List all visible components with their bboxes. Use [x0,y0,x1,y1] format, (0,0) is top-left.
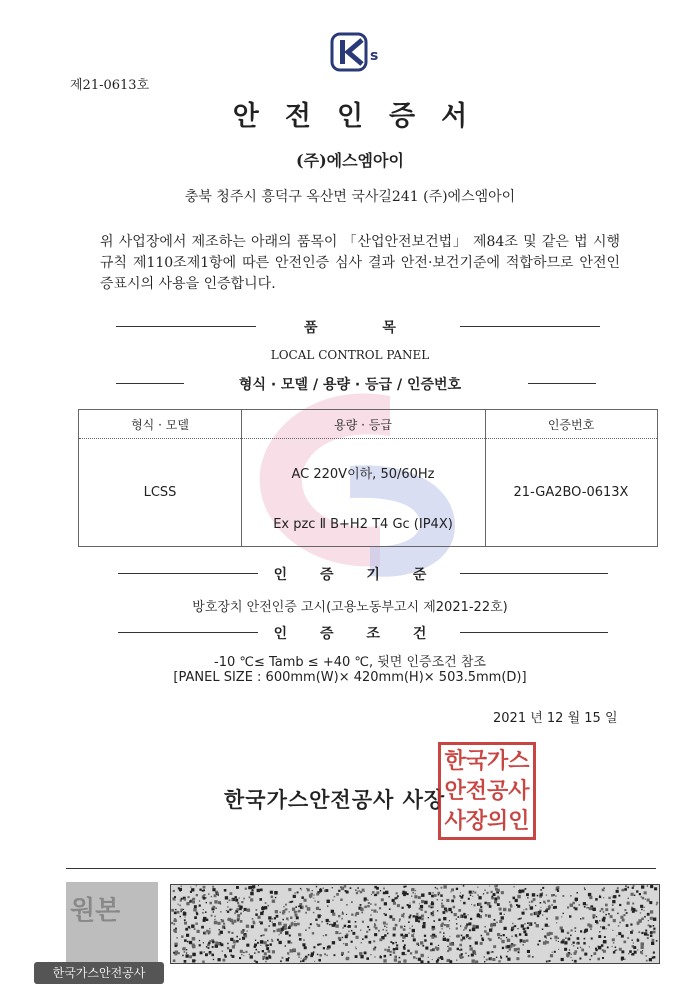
section-item-label: 품 목 [304,320,426,336]
table-header-model: 형식 · 모델 [131,418,189,432]
condition-line-2: [PANEL SIZE : 600mm(W)× 420mm(H)× 503.5mm(D)] [173,670,527,685]
certification-table [78,409,658,547]
logo-suffix: s [370,48,379,64]
section-standard-heading [0,563,700,583]
table-header-capacity: 용량 · 등급 [334,418,392,432]
issue-date: 2021 년 12 월 15 일 [493,711,618,726]
certification-statement: 위 사업장에서 제조하는 아래의 품목이 「산업안전보건법」 제84조 및 같은 법 시행규칙 제110조제1항에 따른 안전인증 심사 결과 안전·보건기준에 적합하므로 안전인증표시의 사용을 인증합니다. [100,234,620,292]
issuer-name: 한국가스안전공사 사장 [224,788,446,812]
page-title: 안전인증서 [232,101,494,132]
section-model-heading [0,373,700,393]
certificate-number: 제21-0613호 [70,78,150,93]
company-name: (주)에스엠아이 [296,151,404,170]
table-cell-cert-number: 21-GA2BO-0613X [513,485,629,500]
section-item-heading [0,316,700,336]
product-name: LOCAL CONTROL PANEL [270,348,430,362]
section-standard-label: 인 증 기 준 [273,567,441,583]
footer-divider [66,868,656,869]
security-pattern [170,884,660,964]
section-model-label: 형식 · 모델 / 용량 · 등급 / 인증번호 [238,377,462,393]
official-seal [438,742,536,840]
table-header-cert-number: 인증번호 [547,418,595,432]
certification-standard: 방호장치 안전인증 고시(고용노동부고시 제2021-22호) [192,600,508,615]
table-cell-model: LCSS [143,485,177,500]
kcs-logo [330,32,386,72]
company-address: 충북 청주시 흥덕구 옥산면 국사길241 (주)에스엠아이 [184,189,516,205]
condition-line-1: -10 ℃≤ Tamb ≤ +40 ℃, 뒷면 인증조건 참조 [214,655,486,670]
issuer-badge: 한국가스안전공사 [34,962,164,984]
seal-line-1: 한국가스 [444,749,530,774]
original-mark: 원본 [70,896,121,926]
table-cell-capacity-2: Ex pzc Ⅱ B+H2 T4 Gc (IP4X) [273,517,453,532]
section-condition-heading [0,622,700,642]
seal-line-2: 안전공사 [444,779,530,804]
table-cell-capacity-1: AC 220V이하, 50/60Hz [291,467,435,482]
section-condition-label: 인 증 조 건 [273,626,441,642]
seal-line-3: 사장의인 [444,809,530,834]
